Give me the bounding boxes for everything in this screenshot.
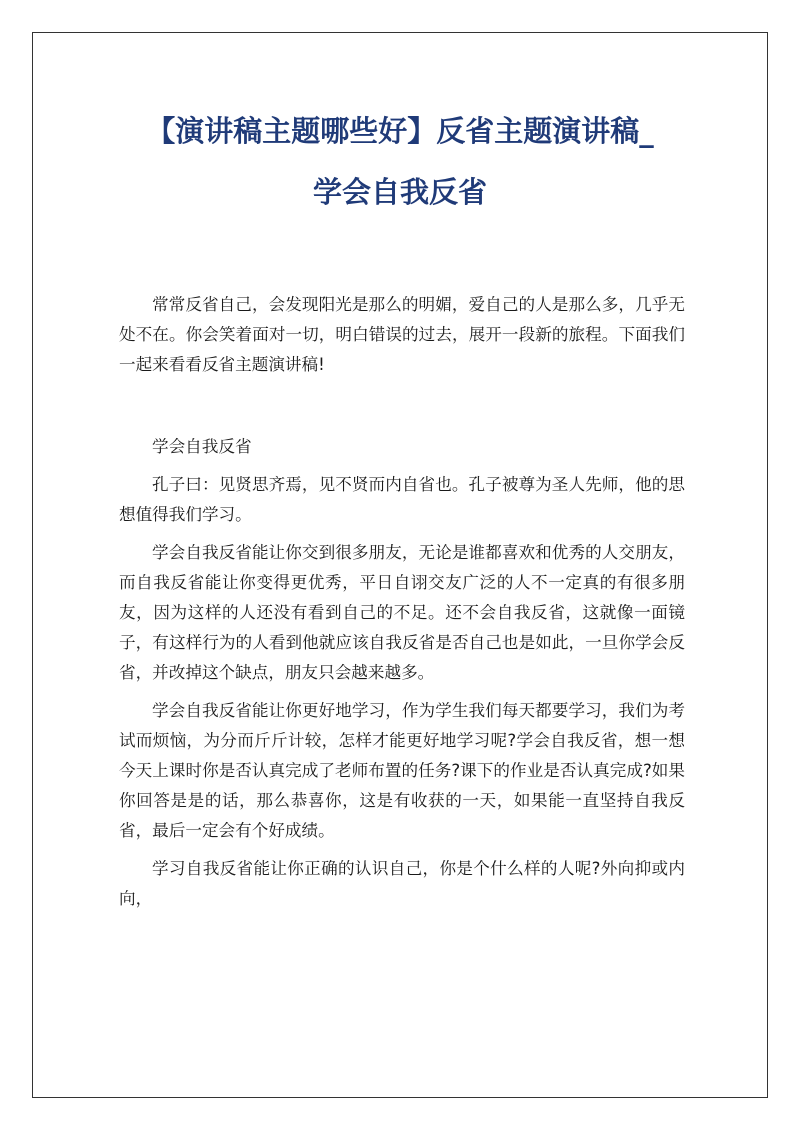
document-body: [119, 290, 685, 914]
document-title-line-2: 学会自我反省: [312, 175, 487, 209]
section-heading: 学会自我反省: [152, 437, 252, 456]
body-paragraph-self-knowledge: 学习自我反省能让你正确的认识自己，你是个什么样的人呢?外向抑或内向，: [119, 859, 685, 908]
body-paragraph-friends: 学会自我反省能让你交到很多朋友，无论是谁都喜欢和优秀的人交朋友，而自我反省能让你变得更优秀，平日自诩交友广泛的人不一定真的有很多朋友，因为这样的人还没有看到自己的不足。还不会自我反省，这就像一面镜子，有这样行为的人看到他就应该自我反省是否自己也是如此，一旦你学会反省，并改掉这个缺点，朋友只会越来越多。: [119, 543, 685, 682]
body-paragraph-confucius: 孔子曰：见贤思齐焉，见不贤而内自省也。孔子被尊为圣人先师，他的思想值得我们学习。: [119, 475, 685, 524]
body-paragraph-study: 学会自我反省能让你更好地学习，作为学生我们每天都要学习，我们为考试而烦恼，为分而斤斤计较，怎样才能更好地学习呢?学会自我反省，想一想今天上课时你是否认真完成了老师布置的任务?课下的作业是否认真完成?如果你回答是是的话，那么恭喜你，这是有收获的一天，如果能一直坚持自我反省，最后一定会有个好成绩。: [119, 701, 685, 840]
document-title-line-1: 【演讲稿主题哪些好】反省主题演讲稿_: [146, 114, 654, 148]
intro-paragraph: 常常反省自己，会发现阳光是那么的明媚，爱自己的人是那么多，几乎无处不在。你会笑着面对一切，明白错误的过去，展开一段新的旅程。下面我们一起来看看反省主题演讲稿!: [119, 295, 685, 374]
